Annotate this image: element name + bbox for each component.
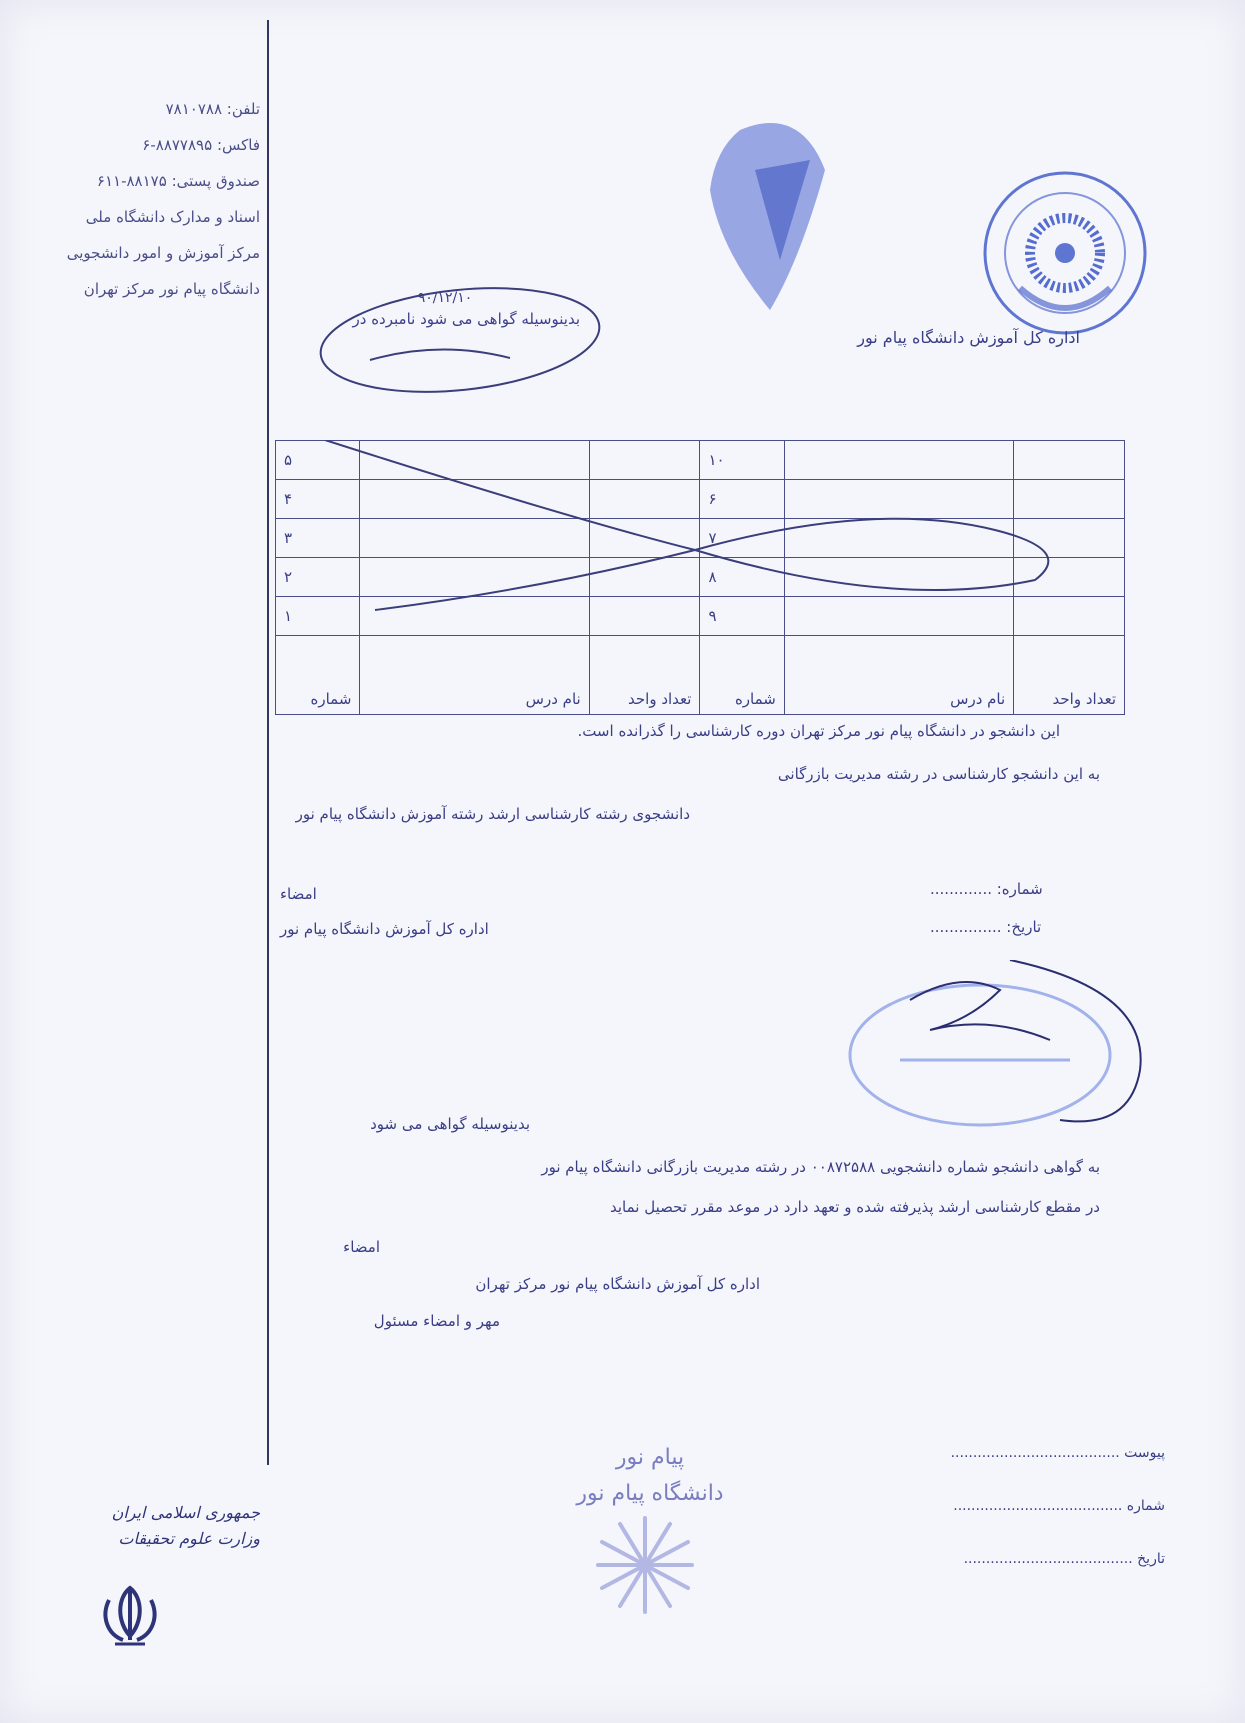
note-text: بدینوسیله گواهی می شود نامبرده در — [352, 310, 580, 328]
table-cell — [360, 441, 589, 480]
table-cell — [589, 519, 700, 558]
payame-noor-logo-icon — [590, 1510, 700, 1620]
table-cell — [784, 441, 1013, 480]
table-cell — [589, 597, 700, 636]
body-paragraph-3: دانشجوی رشته کارشناسی ارشد رشته آموزش دانشگاه پیام نور — [295, 805, 690, 823]
table-cell — [1014, 480, 1125, 519]
table-cell: ۸ — [700, 558, 784, 597]
table-cell — [360, 597, 589, 636]
sidebar-letterhead — [20, 100, 260, 316]
university-title-line-2: اداره کل آموزش دانشگاه پیام نور — [280, 920, 489, 938]
table-cell: ۴ — [276, 480, 360, 519]
table-row — [276, 441, 1125, 480]
col-header: تعداد واحد — [589, 636, 700, 715]
issue-date-field: تاریخ: ............... — [930, 918, 1042, 936]
table-cell: ۷ — [700, 519, 784, 558]
table-cell: ۱۰ — [700, 441, 784, 480]
university-seal-icon — [980, 168, 1150, 338]
col-header: نام درس — [784, 636, 1013, 715]
table-cell — [360, 519, 589, 558]
issue-number-field: شماره: ............. — [930, 880, 1043, 898]
lower-text-3: در مقطع کارشناسی ارشد پذیرفته شده و تعهد دارد در موعد مقرر تحصیل نماید — [609, 1198, 1100, 1216]
table-header-row — [276, 636, 1125, 715]
note-date: ۹۰/۱۲/۱۰ — [417, 290, 473, 306]
table-cell — [360, 558, 589, 597]
sidebar-line-5: مرکز آموزش و امور دانشجویی — [66, 244, 260, 262]
table-cell — [784, 519, 1013, 558]
lower-text-1: بدینوسیله گواهی می شود — [370, 1115, 530, 1133]
bottom-logo-line-1: پیام نور — [615, 1445, 685, 1470]
signature-label: امضاء — [280, 885, 317, 903]
table-cell — [360, 480, 589, 519]
table-cell — [1014, 441, 1125, 480]
table-row — [276, 519, 1125, 558]
attachment-field: پیوست ...................................... — [950, 1445, 1165, 1461]
col-header: تعداد واحد — [1014, 636, 1125, 715]
table-row — [276, 558, 1125, 597]
table-cell — [1014, 597, 1125, 636]
date-field: تاریخ ...................................... — [963, 1551, 1165, 1567]
table-cell — [589, 480, 700, 519]
table-cell: ۵ — [276, 441, 360, 480]
body-paragraph-1: این دانشجو در دانشگاه پیام نور مرکز تهران دوره کارشناسی را گذرانده است. — [577, 722, 1060, 740]
ministry-title — [70, 1500, 260, 1552]
body-paragraph-2: به این دانشجو کارشناسی در رشته مدیریت بازرگانی — [777, 765, 1100, 783]
sidebar-divider — [267, 20, 269, 1465]
sidebar-fax: فاکس: ۸۸۷۷۸۹۵-۶ — [142, 136, 260, 154]
col-header: شماره — [700, 636, 784, 715]
table-cell: ۶ — [700, 480, 784, 519]
table-row — [276, 480, 1125, 519]
sidebar-line-6: دانشگاه پیام نور مرکز تهران — [83, 280, 260, 298]
lower-text-5: اداره کل آموزش دانشگاه پیام نور مرکز تهران — [475, 1275, 760, 1293]
table-cell — [1014, 558, 1125, 597]
sidebar-line-4: اسناد و مدارک دانشگاه ملی — [85, 208, 260, 226]
courses-table — [275, 440, 1125, 715]
ministry-line-1: جمهوری اسلامی ایران — [111, 1503, 260, 1522]
sidebar-phone: تلفن: ۷۸۱۰۷۸۸ — [165, 100, 260, 118]
number-field: شماره ...................................... — [953, 1498, 1165, 1514]
table-cell: ۹ — [700, 597, 784, 636]
table-cell: ۳ — [276, 519, 360, 558]
table-cell — [784, 558, 1013, 597]
sidebar-pobox: صندوق پستی: ۸۸۱۷۵-۶۱۱ — [96, 172, 260, 190]
ministry-line-2: وزارت علوم تحقیقات — [118, 1529, 260, 1548]
table-cell — [1014, 519, 1125, 558]
signature-seal-icon — [840, 960, 1150, 1140]
faculty-note — [310, 290, 580, 328]
table-cell — [589, 441, 700, 480]
lower-text-2: به گواهی دانشجو شماره دانشجویی ۰۰۸۷۲۵۸۸ در رشته مدیریت بازرگانی دانشگاه پیام نور — [541, 1158, 1100, 1176]
triangular-stamp-icon — [700, 110, 840, 320]
table-cell — [589, 558, 700, 597]
iran-emblem-icon — [95, 1580, 165, 1650]
table-cell — [784, 480, 1013, 519]
table-cell: ۲ — [276, 558, 360, 597]
table-cell: ۱ — [276, 597, 360, 636]
col-header: شماره — [276, 636, 360, 715]
table-cell — [784, 597, 1013, 636]
bottom-logo-line-2: دانشگاه پیام نور — [576, 1481, 724, 1506]
lower-text-4: امضاء — [343, 1238, 380, 1256]
university-title-line: اداره کل آموزش دانشگاه پیام نور — [857, 328, 1080, 347]
col-header: نام درس — [360, 636, 589, 715]
lower-text-6: مهر و امضاء مسئول — [373, 1312, 500, 1330]
bottom-university-name — [540, 1440, 760, 1512]
table-row — [276, 597, 1125, 636]
